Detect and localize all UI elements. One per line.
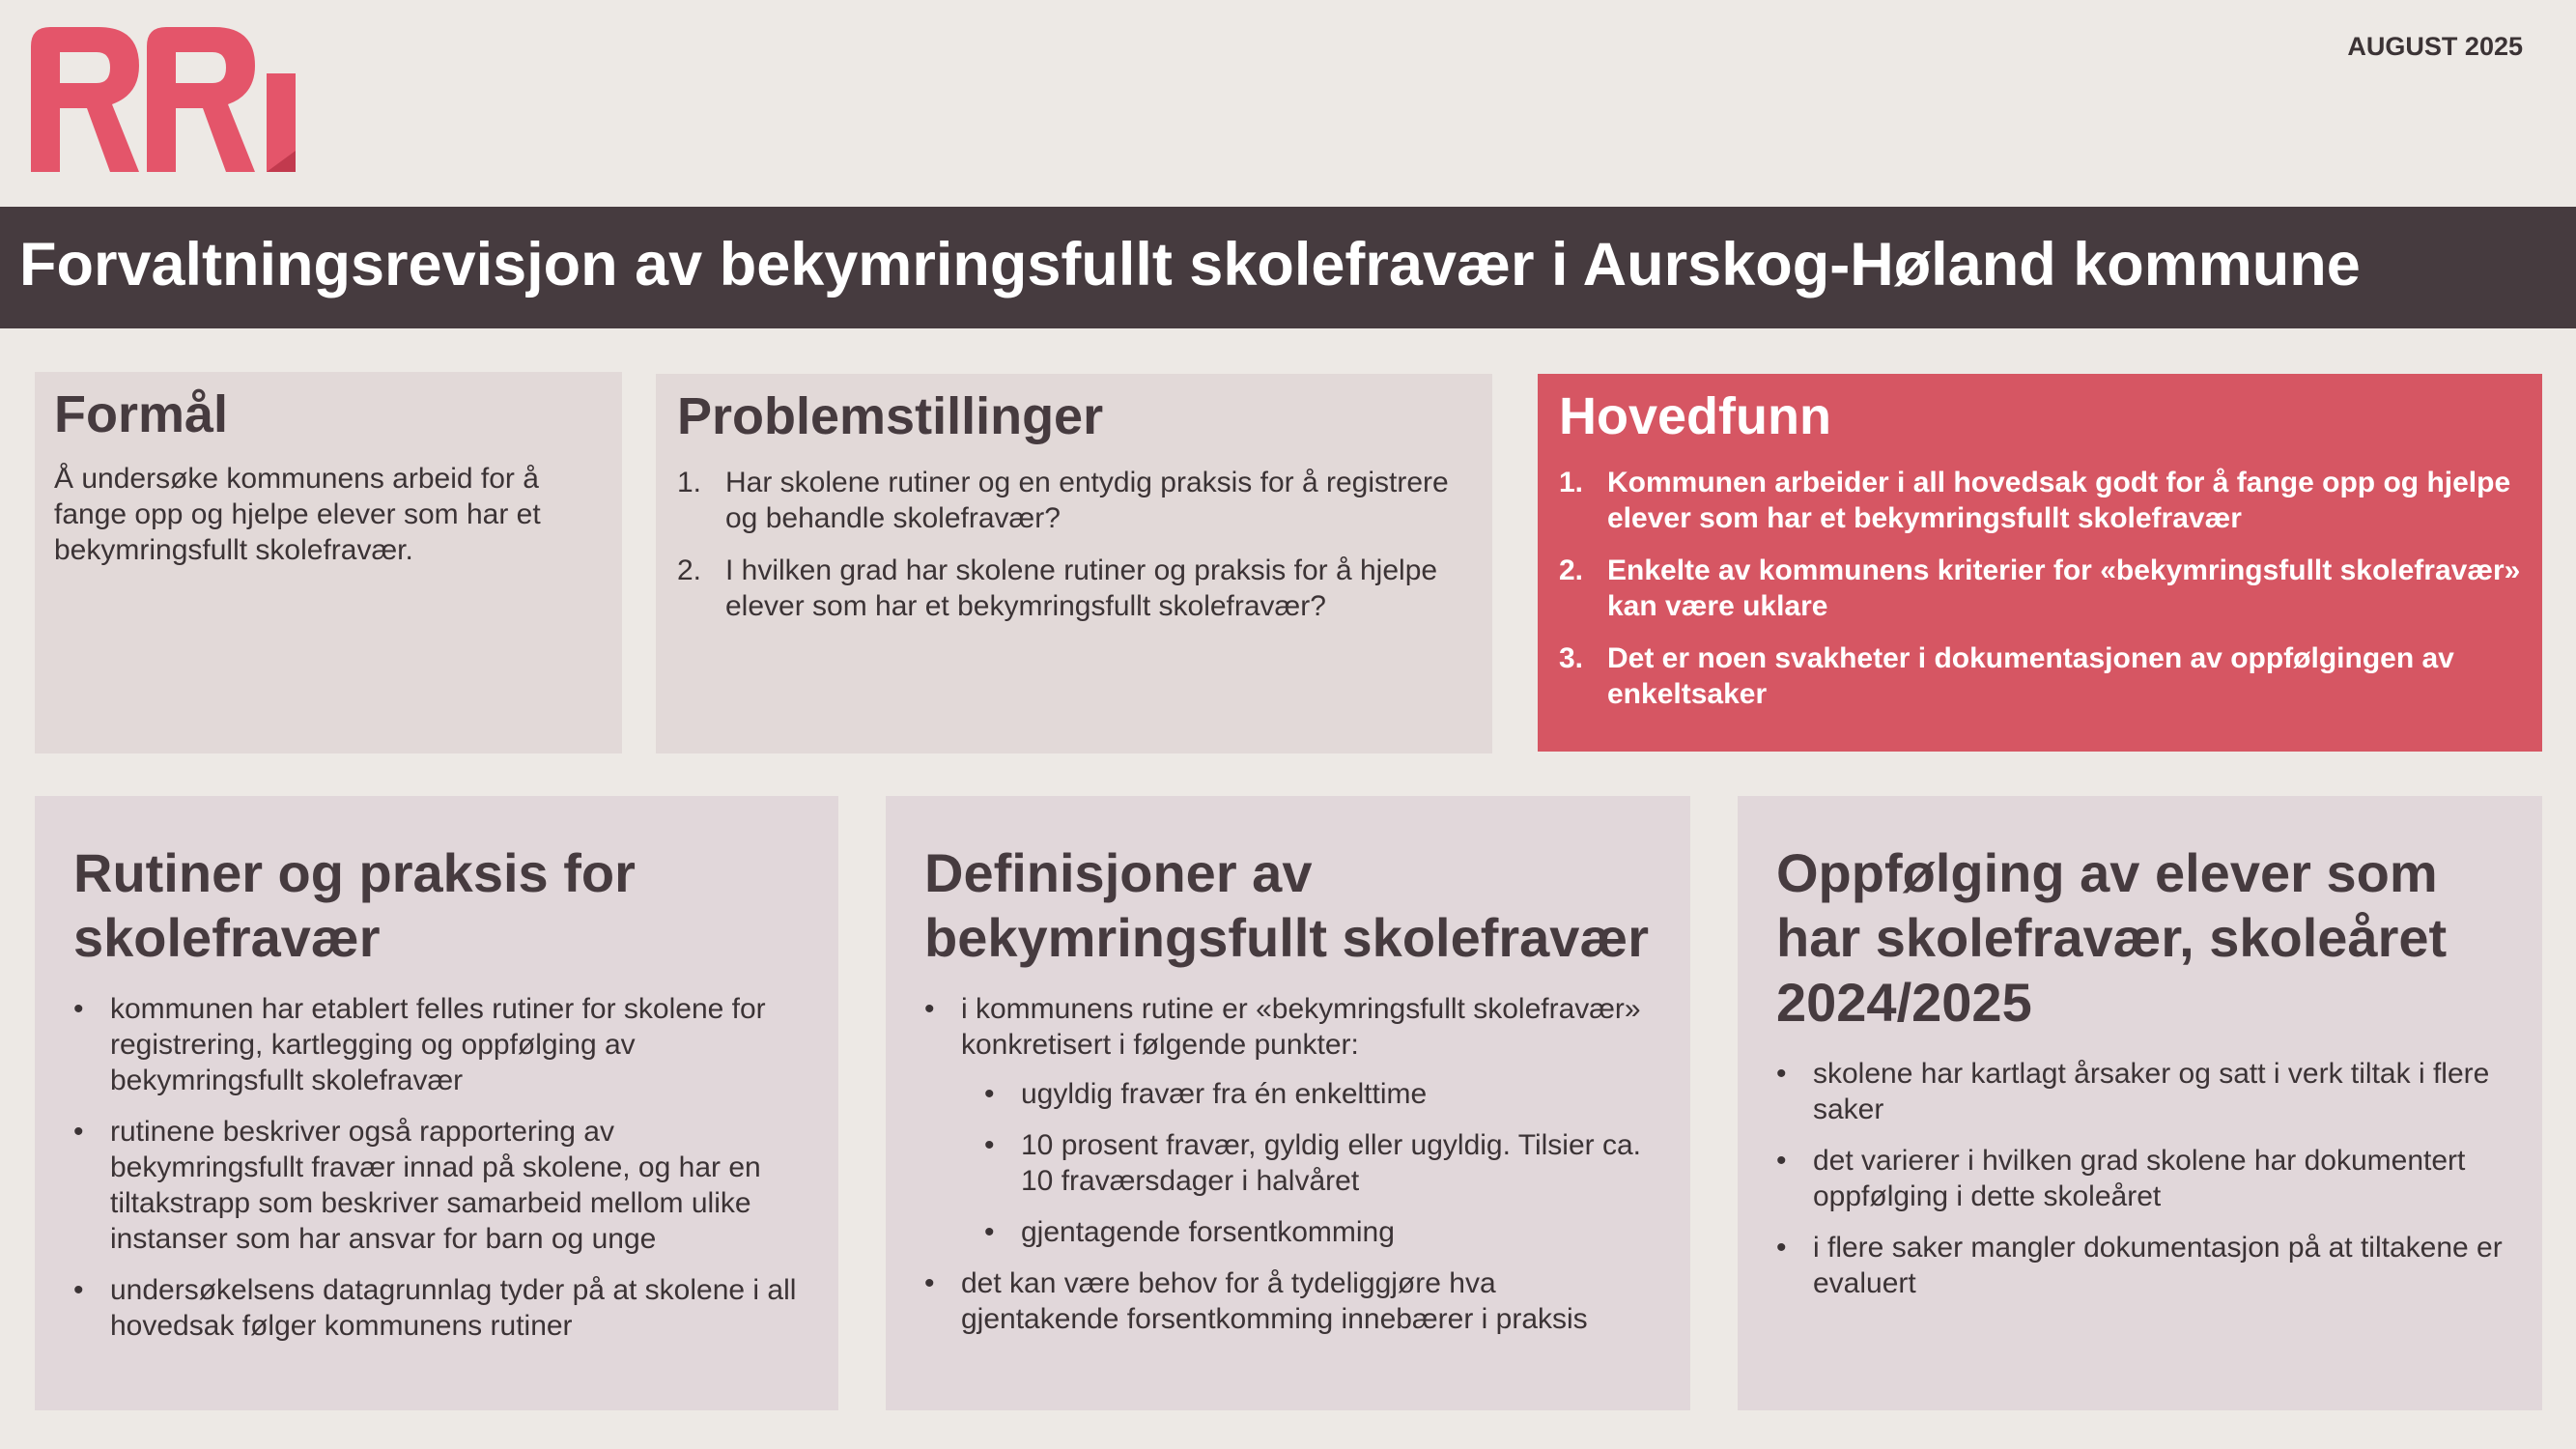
problemstillinger-list	[677, 465, 1471, 624]
problemstillinger-heading: Problemstillinger	[677, 387, 1104, 445]
formal-box	[35, 372, 622, 753]
formal-text: Å undersøke kommunens arbeid for å fange opp og hjelpe elever som har et bekymringsfullt skolefravær.	[54, 463, 541, 566]
page-title: Forvaltningsrevisjon av bekymringsfullt skolefravær i Aurskog-Høland kommune	[19, 231, 2361, 298]
definisjoner-sublist	[924, 1076, 1656, 1250]
definisjoner-box	[886, 796, 1690, 1410]
list-item: • rutinene beskriver også rapportering av bekymringsfullt fravær innad på skolene, og har en tiltakstrapp som beskriver samarbeid mellom ulike instanser som har ansvar for barn og unge	[73, 1114, 802, 1257]
logo-text: RRI	[31, 27, 33, 28]
list-item: • kommunen har etablert felles rutiner for skolene for registrering, kartlegging og oppfølging av bekymringsfullt skolefravær	[73, 991, 802, 1098]
oppfolging-heading: Oppfølging av elever som har skolefravær, skoleåret 2024/2025	[1776, 842, 2448, 1033]
rutiner-list	[73, 991, 802, 1344]
list-item: • undersøkelsens datagrunnlag tyder på at skolene i all hovedsak følger kommunens rutiner	[73, 1272, 802, 1344]
formal-heading: Formål	[54, 385, 229, 443]
sub-list-item: • gjentagende forsentkomming	[984, 1214, 1656, 1250]
list-item: 3. Det er noen svakheter i dokumentasjonen av oppfølgingen av enkeltsaker	[1559, 642, 2454, 710]
definisjoner-list	[924, 991, 1656, 1337]
hovedfunn-list	[1559, 465, 2521, 712]
rutiner-heading: Rutiner og praksis for skolefravær	[73, 842, 636, 968]
list-item: • i flere saker mangler dokumentasjon på at tiltakene er evaluert	[1776, 1230, 2513, 1301]
definisjoner-heading: Definisjoner av bekymringsfullt skolefravær	[924, 842, 1650, 968]
oppfolging-box	[1738, 796, 2542, 1410]
list-item: • skolene har kartlagt årsaker og satt i verk tiltak i flere saker	[1776, 1056, 2513, 1127]
report-date: AUGUST 2025	[2347, 32, 2523, 61]
problemstillinger-box	[656, 374, 1492, 753]
list-item: • det kan være behov for å tydeliggjøre hva gjentakende forsentkomming innebærer i praksis	[924, 1265, 1656, 1337]
sub-list-item: • ugyldig fravær fra én enkelttime	[984, 1076, 1656, 1112]
rri-logo	[31, 27, 297, 172]
title-bar	[0, 207, 2576, 328]
list-item: 2. Enkelte av kommunens kriterier for «bekymringsfullt skolefravær» kan være uklare	[1559, 554, 2521, 622]
list-item: 1. Kommunen arbeider i all hovedsak godt for å fange opp og hjelpe elever som har et bekymringsfullt skolefravær	[1559, 467, 2511, 534]
rutiner-box	[35, 796, 838, 1410]
list-item: • i kommunens rutine er «bekymringsfullt skolefravær» konkretisert i følgende punkter: • ugyldig fravær fra én enkelttime • 10 prosent fravær, gyldig eller ugyldig. Tilsier ca. 10 fraværsdager i halvåret • gjentagende forsentkomming	[924, 991, 1656, 1250]
sub-list-item: • 10 prosent fravær, gyldig eller ugyldig. Tilsier ca. 10 fraværsdager i halvåret	[984, 1127, 1656, 1199]
list-item: 1. Har skolene rutiner og en entydig praksis for å registrere og behandle skolefravær?	[677, 467, 1449, 534]
list-item: • det varierer i hvilken grad skolene har dokumentert oppfølging i dette skoleåret	[1776, 1143, 2513, 1214]
hovedfunn-box	[1538, 374, 2542, 752]
list-item: 2. I hvilken grad har skolene rutiner og praksis for å hjelpe elever som har et bekymringsfullt skolefravær?	[677, 554, 1438, 622]
oppfolging-list	[1776, 1056, 2513, 1301]
hovedfunn-heading: Hovedfunn	[1559, 387, 1831, 445]
